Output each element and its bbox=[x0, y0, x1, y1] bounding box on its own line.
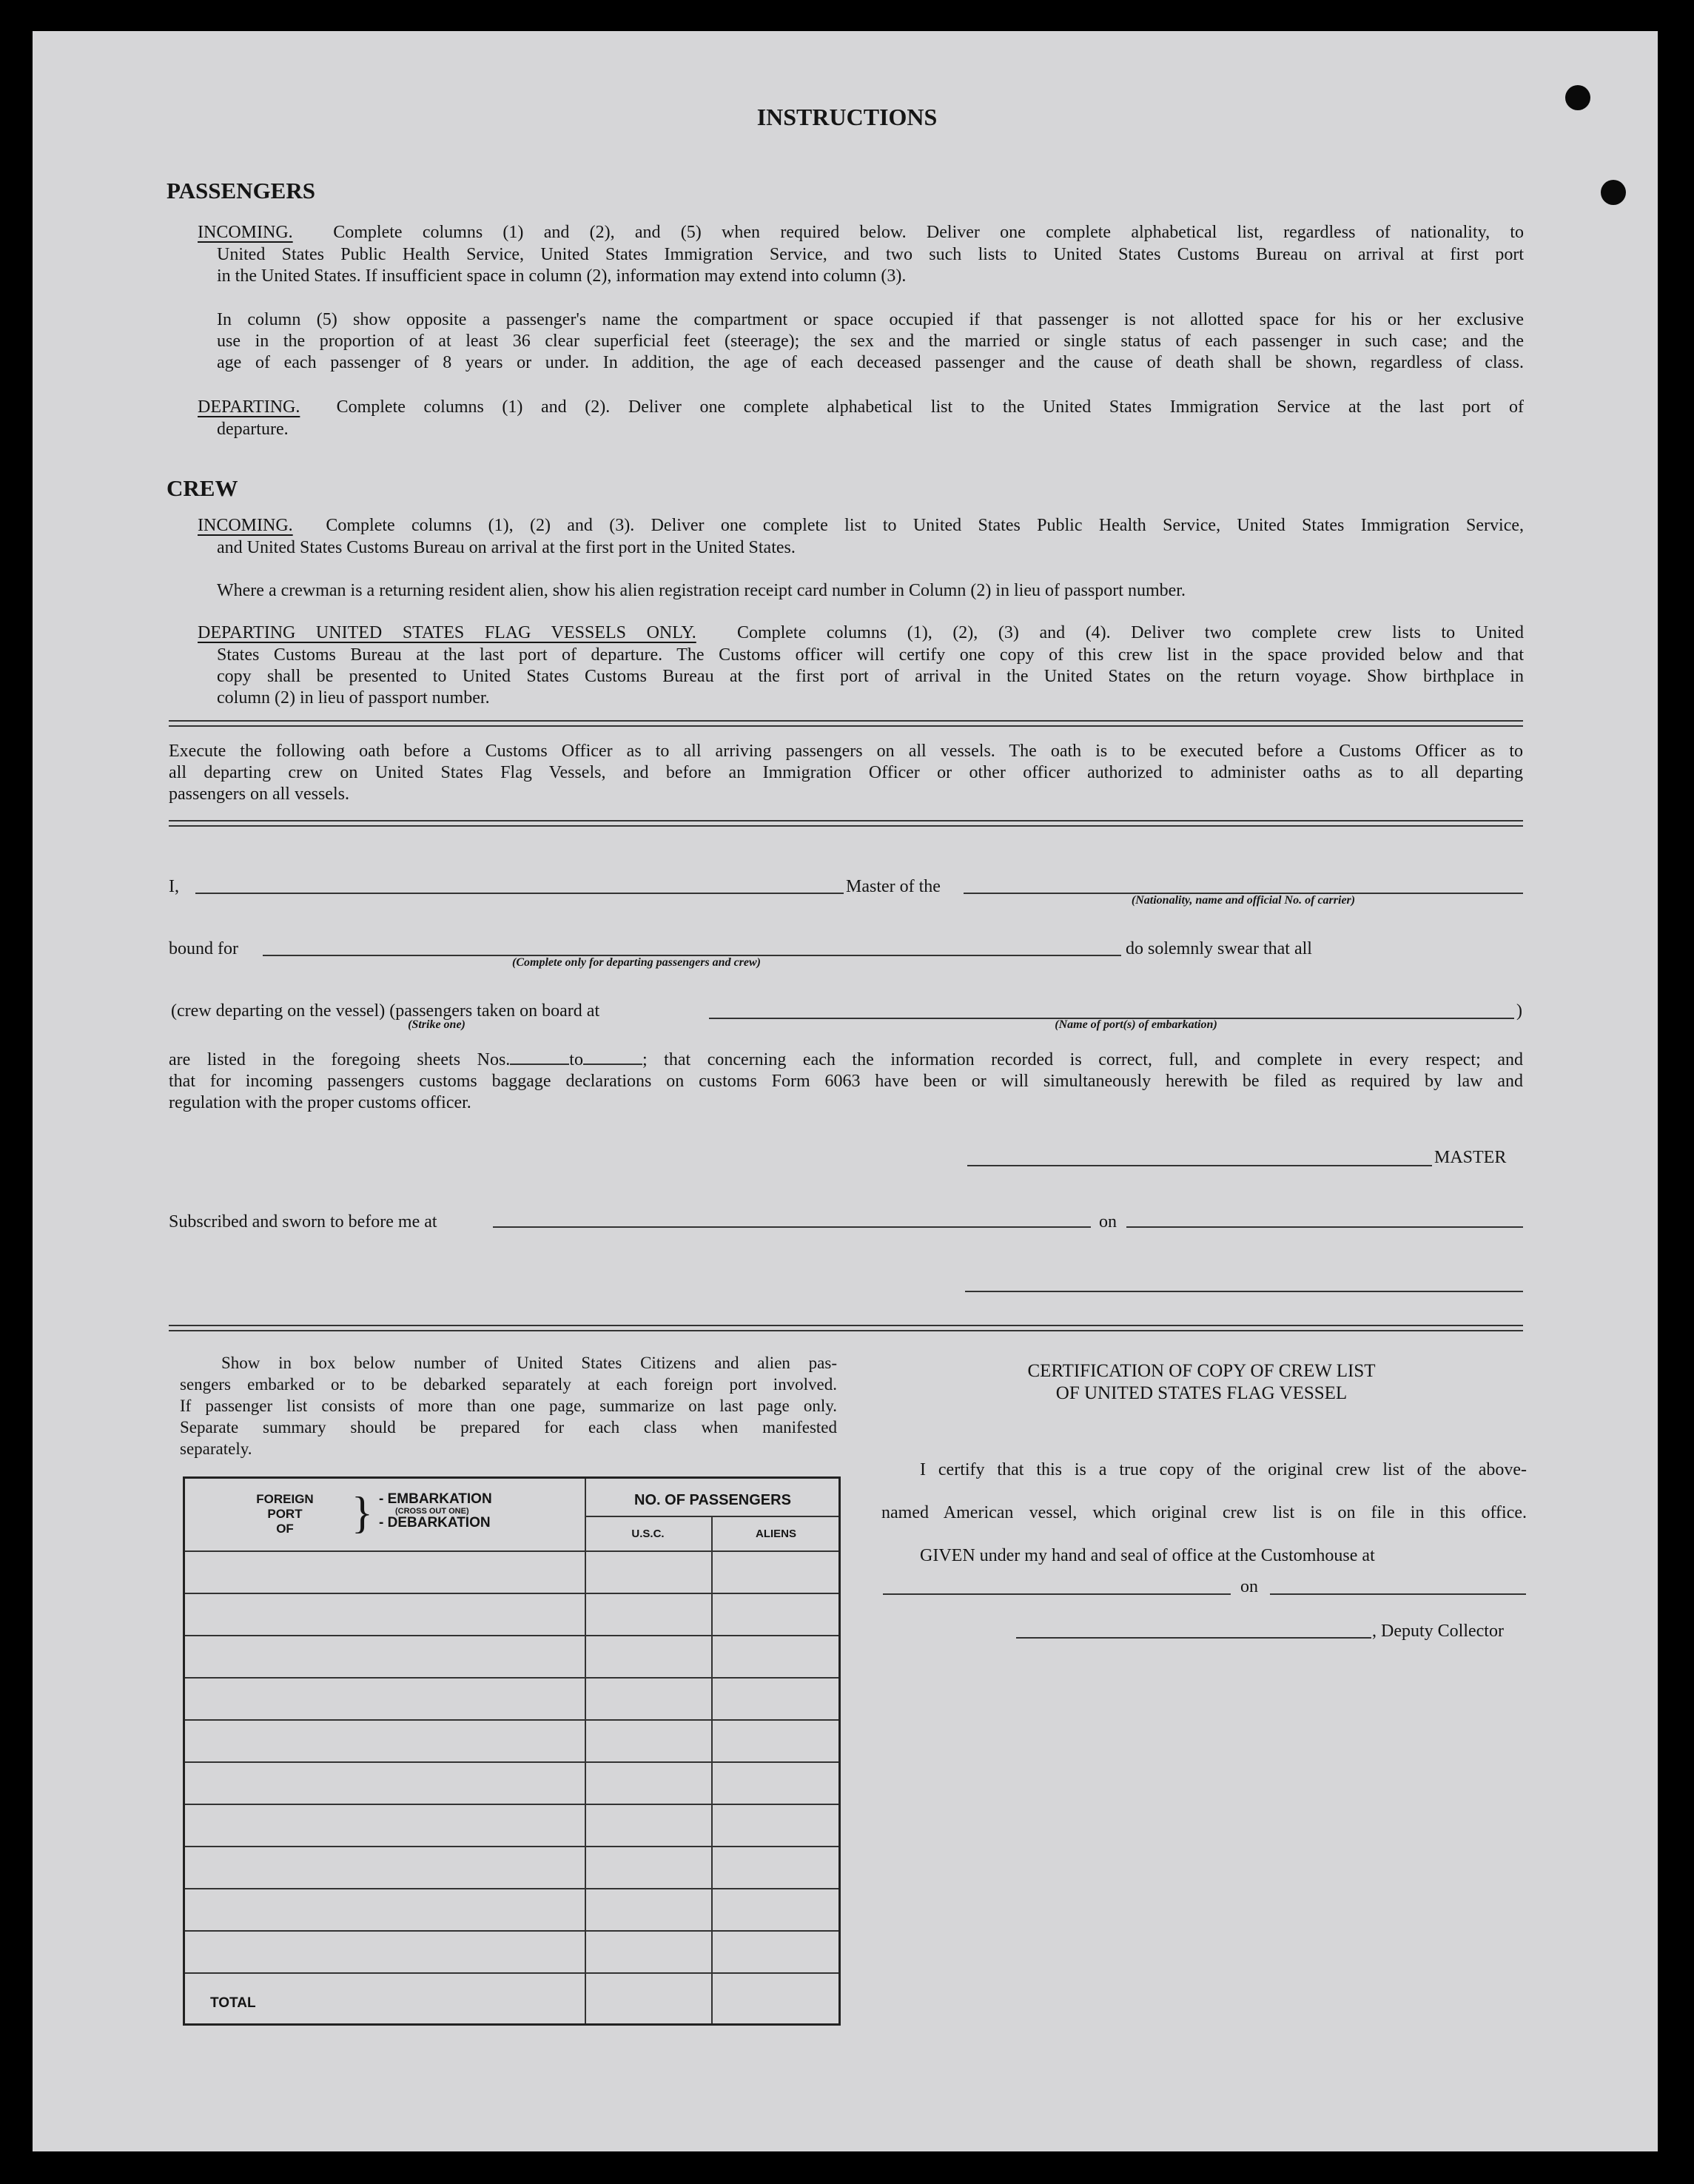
oath-statement: are listed in the foregoing sheets Nos. to ; that concerning each the information recorded is correct, full, and complete in every respect; and that for incoming passengers customs baggage declarations on customs Form 6063 have been or will simultaneously herewith be filed as required by law and regulation with the proper customs officer. bbox=[169, 1050, 1523, 1112]
crew-incoming-cont: and United States Customs Bureau on arrival at the first port in the United States. bbox=[217, 538, 796, 557]
aliens-header: ALIENS bbox=[755, 1528, 796, 1540]
passengers-departing-para: DEPARTING. Complete columns (1) and (2). Deliver one complete alphabetical list to the United States Immigration Service at the last port of bbox=[198, 397, 1525, 417]
customhouse-field[interactable] bbox=[883, 1593, 1231, 1595]
master-signature-field[interactable] bbox=[967, 1165, 1432, 1166]
bound-for-label: bound for bbox=[169, 939, 238, 958]
passenger-summary-table bbox=[183, 1476, 841, 2026]
close-paren: ) bbox=[1516, 1001, 1522, 1021]
usc-header: U.S.C. bbox=[631, 1528, 665, 1540]
certification-text: I certify that this is a true copy of the original crew list of the above- named American vessel, which original crew list is on file in this office. GIVEN under my hand and seal of office at the Customhouse at bbox=[881, 1460, 1527, 1565]
crew-departing-cont: States Customs Bureau at the last port of departure. The Customs officer will certify one copy of this crew list in the space provided below and that copy shall be presented to United States Customs Bureau at the first port of arrival in the United States on the return voyage. Show birthplace in column (2) in lieu of passport number. bbox=[217, 645, 1524, 708]
section-divider bbox=[169, 820, 1523, 827]
total-label: TOTAL bbox=[210, 1995, 256, 2011]
sworn-place-field[interactable] bbox=[493, 1226, 1091, 1228]
summary-instructions: Show in box below number of United States Citizens and alien pas- sengers embarked or to be debarked separately at each foreign port involved. If passenger list consists of more than one page, summarize on last page only. Separate summary should be prepared for each class when manifested separately. bbox=[180, 1354, 837, 1458]
passengers-departing-cont: departure. bbox=[217, 420, 289, 439]
passengers-departing-label: DEPARTING. bbox=[198, 397, 300, 417]
passengers-incoming-label: INCOMING. bbox=[198, 223, 293, 242]
master-of-the-label: Master of the bbox=[846, 877, 941, 896]
certification-date-field[interactable] bbox=[1270, 1593, 1526, 1595]
foreign-port-header: FOREIGN PORT OF bbox=[256, 1492, 314, 1536]
passengers-incoming-para: INCOMING. Complete columns (1) and (2), and (5) when required below. Deliver one complete alphabetical list, regardless of nationality, to bbox=[198, 223, 1525, 242]
embark-debark-header: - EMBARKATION (CROSS OUT ONE) - DEBARKATION bbox=[379, 1491, 492, 1531]
certification-title: CERTIFICATION OF COPY OF CREW LIST OF UNITED STATES FLAG VESSEL bbox=[1027, 1361, 1376, 1403]
page-title: INSTRUCTIONS bbox=[756, 104, 938, 130]
crew-passengers-label: (crew departing on the vessel) (passengers taken on board at bbox=[171, 1001, 600, 1021]
oath-instructions: Execute the following oath before a Customs Officer as to all arriving passengers on all vessels. The oath is to be executed before a Customs Officer as to all departing crew on United States Flag Vessels, and before an Immigration Officer or other officer authorized to administer oaths as to all departing passengers on all vessels. bbox=[169, 742, 1523, 804]
section-divider bbox=[169, 720, 1523, 727]
crew-departing-para: DEPARTING UNITED STATES FLAG VESSELS ONLY. Complete columns (1), (2), (3) and (4). Deliver two complete crew lists to United bbox=[198, 623, 1524, 642]
passengers-column5-para: In column (5) show opposite a passenger's name the compartment or space occupied if that passenger is not allotted space for his or her exclusive use in the proportion of at least 36 clear superficial feet (steerage); the sex and the married or single status of each passenger in such case; and the age of each passenger of 8 years or under. In addition, the age of each deceased passenger and the cause of death shall be shown, regardless of class. bbox=[217, 310, 1524, 372]
crew-resident-alien-para: Where a crewman is a returning resident alien, show his alien registration receipt card number in Column (2) in lieu of passport number. bbox=[217, 581, 1186, 600]
crew-incoming-para: INCOMING. Complete columns (1), (2) and (3). Deliver one complete list to United States Public Health Service, United States Immigration Service, bbox=[198, 516, 1525, 535]
master-name-field[interactable] bbox=[195, 893, 844, 894]
punch-hole-icon bbox=[1601, 180, 1626, 205]
sworn-date-field[interactable] bbox=[1126, 1226, 1523, 1228]
crew-departing-label: DEPARTING UNITED STATES FLAG VESSELS ONLY. bbox=[198, 623, 696, 642]
strike-one-caption: (Strike one) bbox=[408, 1018, 465, 1031]
sheet-to-field[interactable] bbox=[583, 1064, 642, 1065]
crew-heading: CREW bbox=[167, 475, 238, 501]
certification-on-label: on bbox=[1240, 1577, 1258, 1596]
deputy-collector-label: , Deputy Collector bbox=[1372, 1622, 1504, 1641]
no-passengers-header: NO. OF PASSENGERS bbox=[634, 1492, 791, 1508]
master-signature-label: MASTER bbox=[1434, 1148, 1507, 1167]
ports-caption: (Name of port(s) of embarkation) bbox=[1055, 1018, 1217, 1031]
officer-signature-field[interactable] bbox=[965, 1291, 1523, 1292]
oath-i-label: I, bbox=[169, 877, 179, 896]
subscribed-label: Subscribed and sworn to before me at bbox=[169, 1212, 437, 1232]
deputy-collector-signature-field[interactable] bbox=[1016, 1637, 1371, 1639]
carrier-caption: (Nationality, name and official No. of carrier) bbox=[1131, 894, 1356, 907]
section-divider bbox=[169, 1325, 1523, 1331]
passengers-heading: PASSENGERS bbox=[167, 178, 315, 204]
sworn-on-label: on bbox=[1099, 1212, 1117, 1232]
solemnly-swear-label: do solemnly swear that all bbox=[1126, 939, 1312, 958]
brace-icon: } bbox=[352, 1488, 373, 1537]
departing-caption: (Complete only for departing passengers and crew) bbox=[512, 956, 761, 969]
passengers-incoming-cont: United States Public Health Service, United States Immigration Service, and two such lists to United States Customs Bureau on arrival at first port in the United States. If insufficient space in column (2), information may extend into column (3). bbox=[217, 245, 1524, 286]
sheet-from-field[interactable] bbox=[510, 1064, 569, 1065]
crew-incoming-label: INCOMING. bbox=[198, 516, 293, 535]
